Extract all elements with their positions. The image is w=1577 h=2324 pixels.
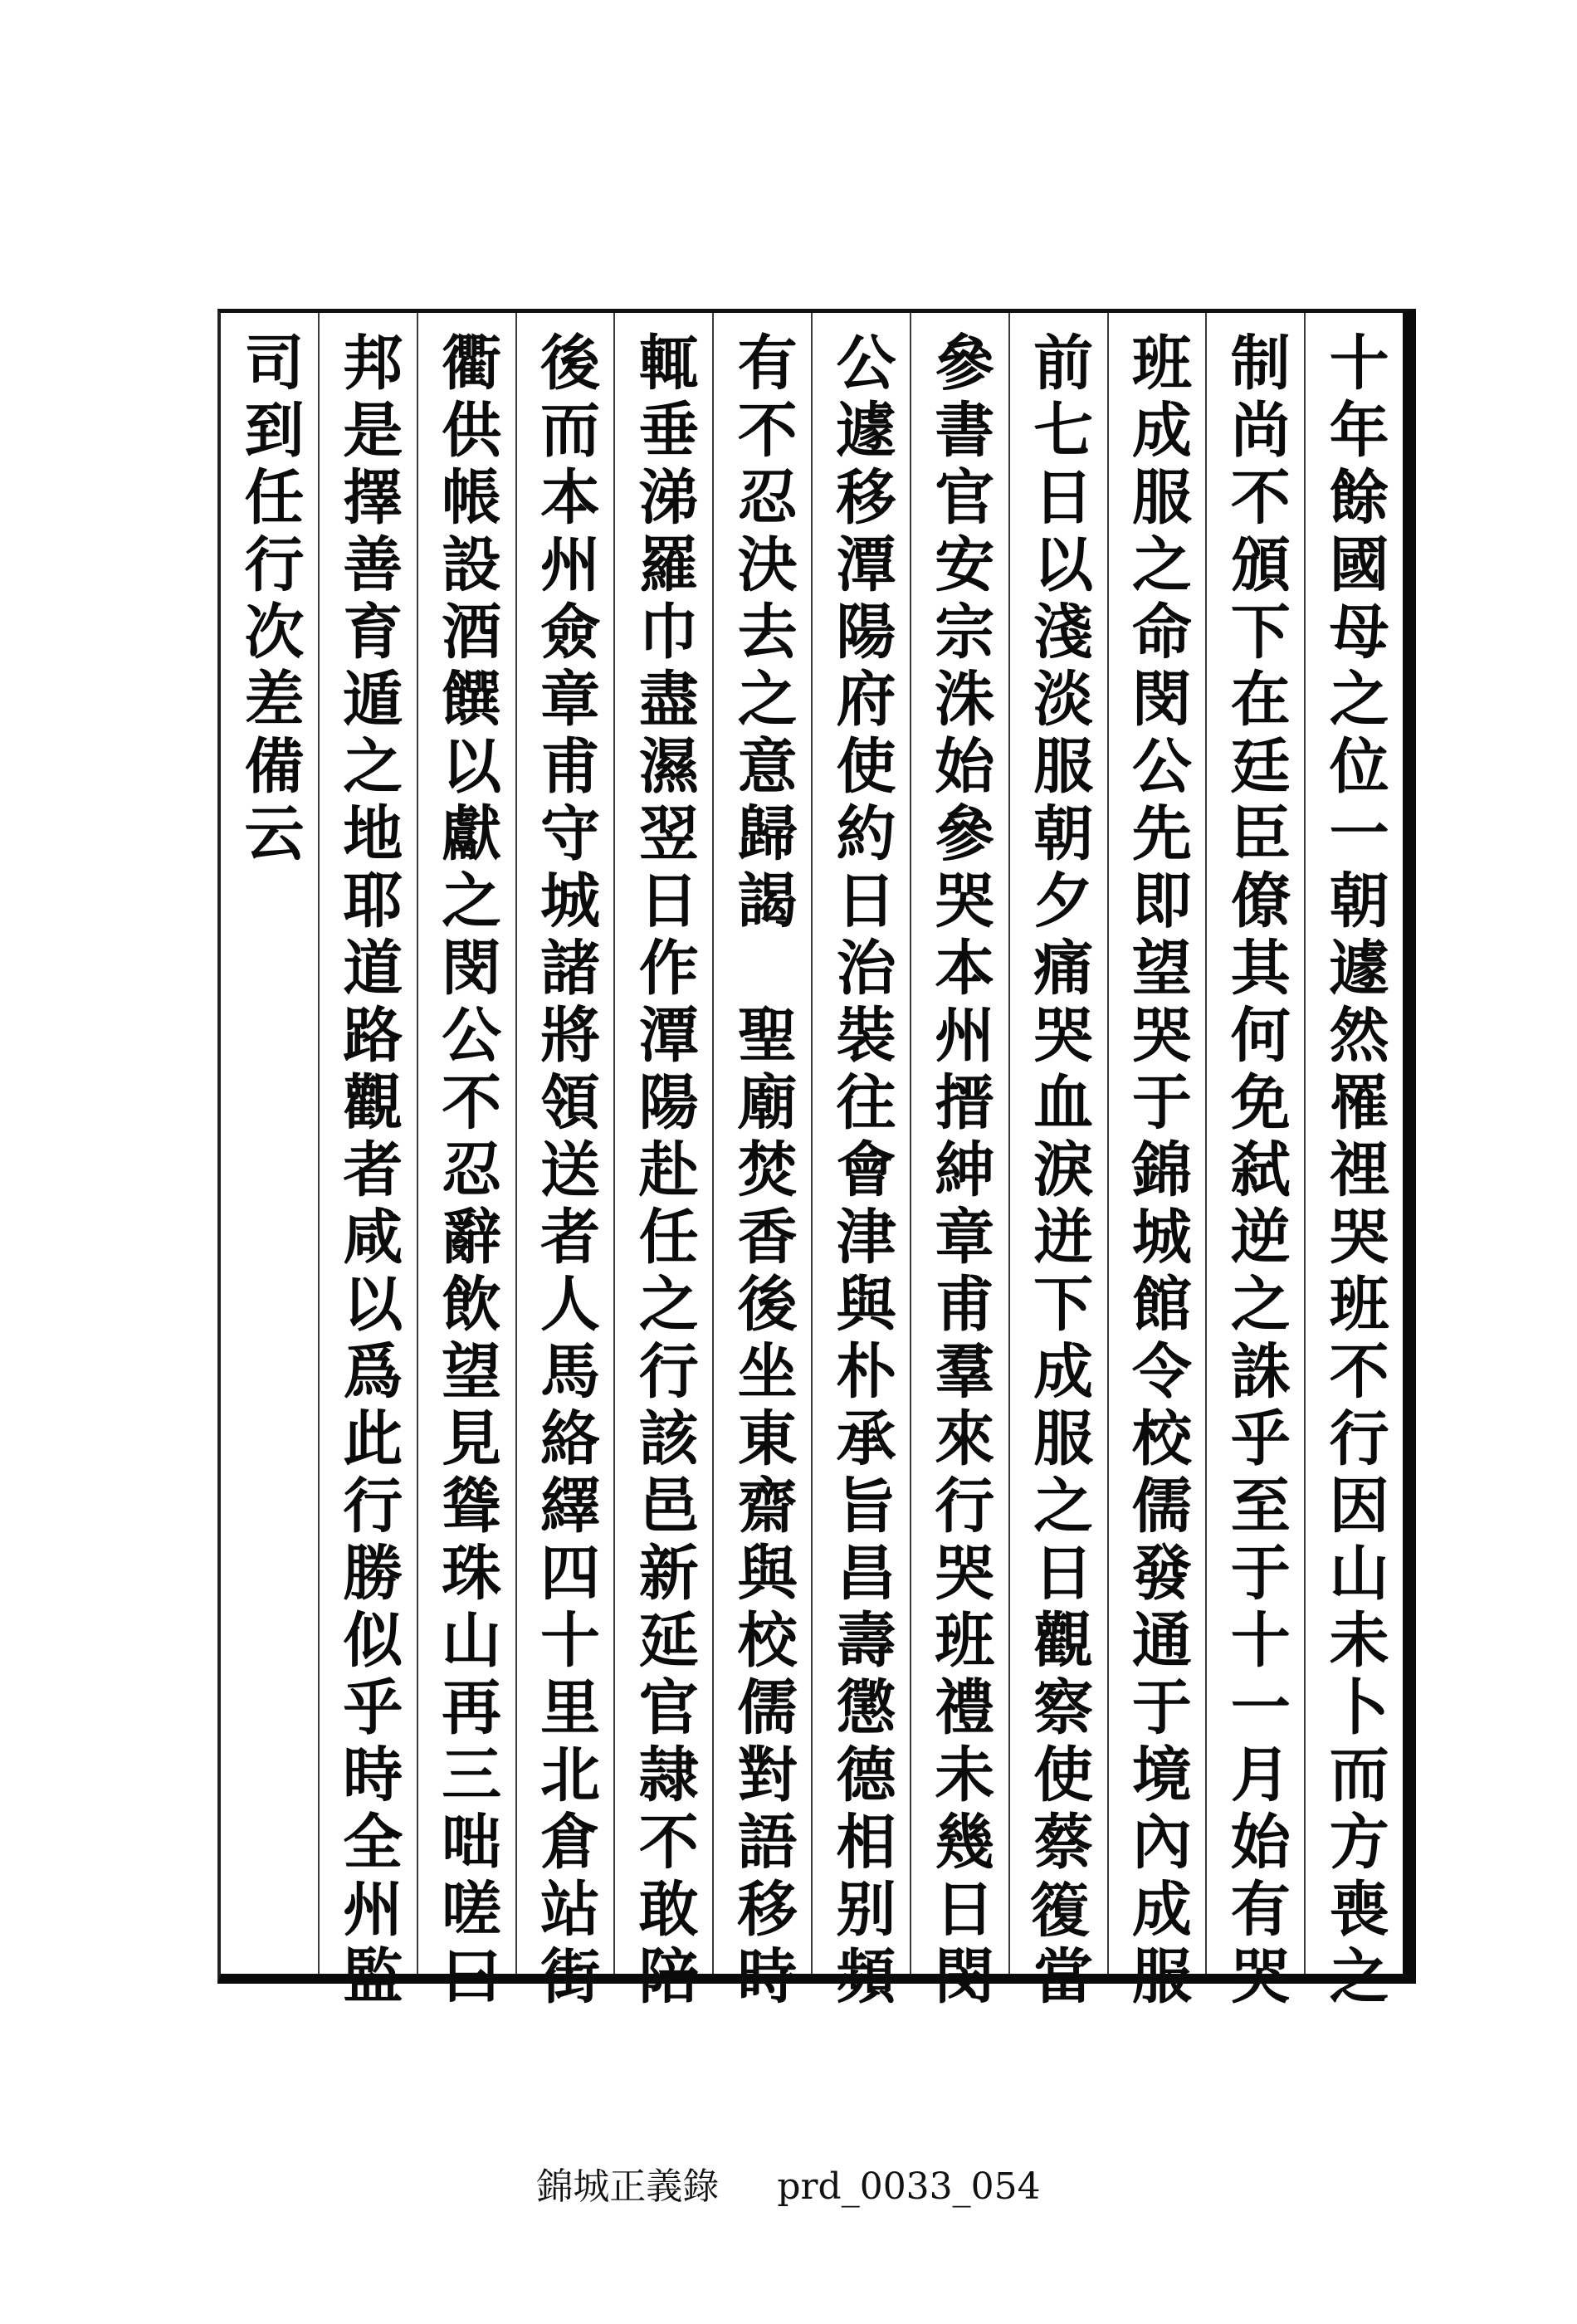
text-column — [417, 313, 515, 2012]
text-column — [515, 313, 614, 2012]
text-column — [1205, 313, 1304, 2012]
column-text: 班成服之命閔公先即望哭于錦城館令校儒發通于境內成服 — [1121, 331, 1193, 2012]
column-text: 參書官安宗洙始參哭本州搢紳章甫羣來行哭班禮未幾日閔 — [925, 331, 996, 2012]
text-column — [613, 313, 712, 2012]
text-column — [712, 313, 811, 2012]
column-text: 後而本州僉章甫守城諸將領送者人馬絡繹四十里北倉站街 — [530, 331, 601, 2012]
column-text: 司到任行次差備云 — [234, 331, 305, 869]
page-footer — [0, 2156, 1577, 2209]
column-text: 衢供帳設酒饌以獻之閔公不忍辭飲望見聳珠山再三咄嗟曰 — [432, 331, 503, 2012]
text-column — [1107, 313, 1206, 2012]
column-text: 有不忍決去之意歸謁 聖廟焚香後坐東齋與校儒對語移時 — [727, 331, 798, 2012]
book-title: 錦城正義錄 — [536, 2165, 720, 2208]
page-code: prd_0033_054 — [777, 2165, 1041, 2208]
text-column — [221, 313, 318, 1974]
column-text: 輒垂涕羅巾盡濕翌日作潭陽赴任之行該邑新延官隷不敢陪 — [628, 331, 700, 2012]
text-column — [811, 313, 910, 2012]
text-frame — [217, 309, 1416, 2012]
text-column — [1008, 313, 1107, 2012]
column-text: 前七日以淺淡服朝夕痛哭血淚迸下成服之日觀察使蔡𥳇當 — [1023, 331, 1095, 2012]
column-text: 公遽移潭陽府使約日治裝往會津與朴承旨昌壽懲德相别頻 — [826, 331, 897, 2012]
text-column — [318, 313, 417, 2012]
column-text: 十年餘國母之位一朝遽然罹𥚃哭班不行因山未卜而方喪之 — [1319, 331, 1390, 2012]
column-text: 邦是擇善育遁之地耶道路觀者咸以爲此行勝似乎時全州監 — [333, 331, 404, 2012]
text-column — [1304, 313, 1403, 2012]
text-column — [910, 313, 1008, 2012]
text-columns — [221, 313, 1403, 2012]
column-text: 制尚不頒下在廷臣僚其何免弑逆之誅乎至于十一月始有哭 — [1220, 331, 1291, 2012]
